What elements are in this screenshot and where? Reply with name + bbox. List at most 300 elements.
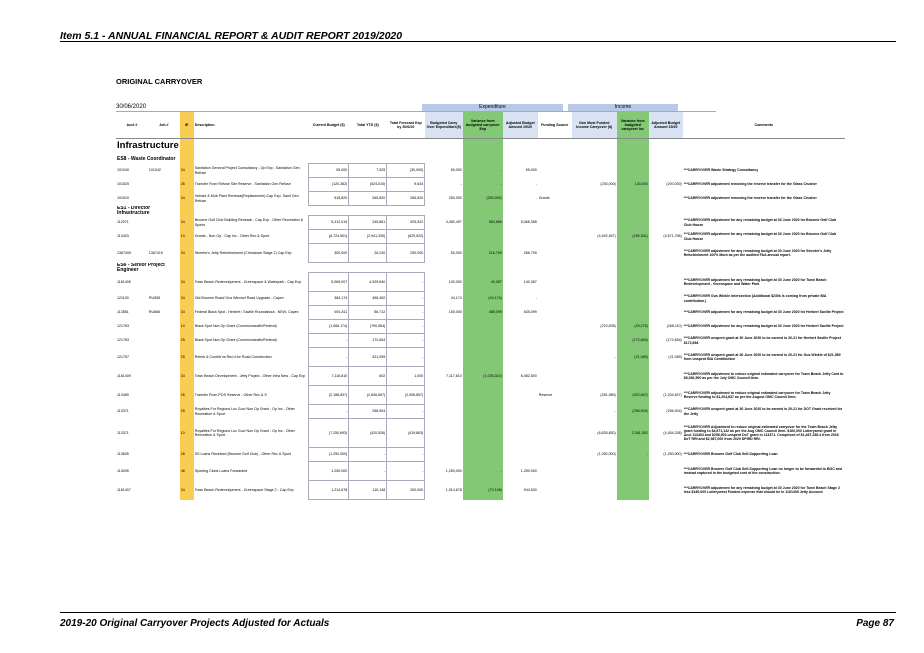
cell-job: RU666: [148, 310, 161, 315]
cell-total-forecast: -: [387, 334, 425, 348]
cell-acct: 113489: [117, 392, 129, 397]
cell-funding-source: [538, 244, 572, 263]
cell-current-budget: 1,250,000: [309, 462, 349, 481]
cell-adjusted-budget-exp: [503, 419, 538, 448]
cell-variance-exp: 216,799: [463, 244, 503, 263]
cell-total-ytd: 4,929,640: [349, 273, 387, 292]
cell-description: Transfer From POS Reserve - Other Rec & S: [194, 392, 267, 397]
cell-variance-exp: [463, 320, 503, 334]
cell-current-budget: (120,362): [309, 178, 349, 192]
cell-job: [148, 320, 180, 334]
cell-variance-exp: [463, 448, 503, 462]
cell-variance-exp: -: [463, 178, 503, 192]
cell-job: [148, 178, 180, 192]
cell-comment: ***CARRYOVER Gus Winkle Intersection (Additional $230k is coming from private BIA contribution.): [683, 294, 827, 303]
cell-variance-inc: [617, 192, 649, 206]
cell-comment: ***CARRYOVER adjustment for any remaining budget at 30 June 2020 for Broome Golf Club Club House: [683, 218, 837, 227]
report-date: 30/06/2020: [116, 104, 147, 110]
cell-acct: 113371: [117, 430, 129, 435]
cell-adjusted-budget-inc: [649, 481, 683, 500]
cell-job: [148, 367, 180, 386]
cell-comment: ***CARRYOVER unspent grant at 30 June 2020 to be earned in 20-21 for Gus Winkle of $21,089 from unspent BIA Contribution: [683, 352, 841, 361]
cell-budgeted-carry-over: [425, 334, 463, 348]
cell-budgeted-carry-over: 44,174: [450, 296, 462, 301]
cell-total-ytd: 458,452: [349, 292, 387, 306]
table-row: [116, 244, 845, 263]
cell-adjusted-budget-inc: (256,904): [666, 409, 682, 414]
col-description: Description: [194, 112, 309, 139]
cell-ie: 34: [180, 244, 194, 263]
cell-adjusted-budget-exp: 635,099: [523, 310, 537, 315]
cell-current-budget: 515,820: [309, 192, 349, 206]
cell-current-budget: -: [309, 334, 349, 348]
cell-current-budget: -: [309, 348, 349, 367]
cell-funding-source: [538, 334, 572, 348]
section-row: [116, 139, 845, 155]
cell-ie: 10: [180, 230, 194, 244]
cell-acct: 1161405: [117, 279, 131, 284]
cell-funding-source: [538, 405, 572, 419]
group-header-row: [116, 263, 845, 273]
cell-variance-exp: 583,856: [463, 216, 503, 230]
cell-total-ytd: 265,820: [349, 192, 387, 206]
group-title: ES8 - Waste Coordinator: [117, 155, 176, 162]
cell-variance-exp: (44,174): [463, 292, 503, 306]
cell-adjusted-budget-exp: [503, 348, 538, 367]
cell-adjusted-budget-exp: 6,082,500: [520, 373, 537, 378]
cell-acct: 101040: [117, 168, 129, 173]
cell-variance-exp: [463, 230, 503, 244]
cell-total-ytd: (420,526): [349, 419, 387, 448]
footer-rule: [60, 612, 896, 613]
cell-total-forecast: -: [387, 306, 425, 320]
cell-funding-source: [538, 348, 572, 367]
header-rule: [60, 41, 896, 42]
cell-non-must-funded: [572, 481, 617, 500]
cell-description: Reimb & Contrib'ns Rec'd for Road Construction: [194, 354, 272, 359]
cell-total-ytd: 172,654: [349, 334, 387, 348]
cell-adjusted-budget-exp: [503, 230, 538, 244]
cell-total-ytd: 245,861: [349, 216, 387, 230]
cell-funding-source: Grants: [538, 196, 550, 201]
cell-variance-inc: -: [617, 448, 649, 462]
page-number: Page 87: [856, 618, 894, 629]
cell-variance-inc: [617, 216, 649, 230]
cell-ie: 26: [180, 386, 194, 405]
cell-comment: ***CARRYOVER adjustment removing the reserve transfer for the Glass Crusher: [683, 196, 817, 201]
cell-total-forecast: -: [387, 448, 425, 462]
cell-budgeted-carry-over: 1,014,678: [445, 487, 462, 492]
cell-current-budget: 5,069,007: [309, 273, 349, 292]
cell-adjusted-budget-inc: (4,671,798): [663, 234, 682, 239]
cell-job: [148, 481, 180, 500]
cell-funding-source: [538, 216, 572, 230]
cell-variance-exp: [463, 386, 503, 405]
cell-total-ytd: -: [349, 448, 387, 462]
cell-total-ytd: 26,240: [349, 244, 387, 263]
cell-total-ytd: (2,941,335): [349, 230, 387, 244]
cell-current-budget: (1,066,174): [309, 320, 349, 334]
cell-variance-inc: [617, 481, 649, 500]
cell-budgeted-carry-over: 1,250,000: [445, 468, 462, 473]
cell-current-budget: -: [309, 405, 349, 419]
cell-comment: ***CARRYOVER adjustment for any remaining budget at 30 June 2020 for Herbert Saville Project: [683, 324, 844, 329]
cell-total-forecast: 250,000: [387, 244, 425, 263]
cell-non-must-funded: (281,980): [600, 392, 616, 397]
col-funding-source: Funding Source: [538, 112, 572, 139]
cell-description: Grants - Non Op - Cap Inc - Other Rec & Sport: [194, 234, 270, 239]
cell-adjusted-budget-exp: [503, 386, 538, 405]
cell-adjusted-budget-inc: [649, 192, 683, 206]
cell-non-must-funded: (230,000): [600, 182, 616, 187]
table-row: [116, 481, 845, 500]
cell-total-forecast: -: [387, 348, 425, 367]
cell-adjusted-budget-exp: -: [535, 182, 537, 187]
cell-funding-source: Reserve: [538, 392, 553, 397]
cell-budgeted-carry-over: 100,000: [448, 279, 462, 284]
cell-non-must-funded: [572, 334, 617, 348]
cell-non-must-funded: [572, 462, 617, 481]
cell-comment: ***CARRYOVER adjustment to reduce original estimated carryover for Town Beach Jetty Cost to $6,082,500 as per the July OMC Council Item.: [683, 371, 844, 380]
cell-acct: 101510: [117, 196, 129, 201]
cell-job: [148, 230, 180, 244]
cell-funding-source: [538, 230, 572, 244]
col-variance-exp: Variance from budgeted carryover Exp: [463, 112, 503, 139]
col-non-must-funded: Non Must Funded Income Carryover ($): [572, 112, 617, 139]
cell-funding-source: [538, 178, 572, 192]
cell-variance-exp: [463, 419, 503, 448]
cell-comment: ***CARRYOVER adjustment for any remaining budget at 30 June 2020 for Town Beach Stage 2 less $160,000 Lotterywest Funded expense that should be in 1161409 Jetty Account: [683, 485, 840, 494]
col-job: Job #: [148, 112, 180, 139]
cell-funding-source: [538, 367, 572, 386]
cell-job: [148, 419, 180, 448]
cell-adjusted-budget-inc: [649, 367, 683, 386]
cell-comment: ***CARRYOVER Broome Golf Club Self-Supporting Loan no longer to be forwarded to BGC and instead captured in the budgeted cost of the construction.: [683, 466, 842, 475]
cell-description: Old Broome Road/ Gus Winckel Road Upgrade - Capex: [194, 296, 284, 301]
section-title: Infrastructure: [117, 140, 179, 152]
cell-total-ytd: 56,712: [349, 306, 387, 320]
table-row: [116, 348, 845, 367]
column-header-row: [116, 112, 845, 139]
cell-variance-inc: [617, 292, 649, 306]
cell-description: Black Spot Non Op Grant (Commonwealth/Federal): [194, 338, 277, 343]
cell-adjusted-budget-inc: [649, 164, 683, 178]
cell-description: Royalties For Regions Loc Gov/ Non Op Grant - Op Inc - Other Recreation & Sport: [194, 407, 295, 416]
col-variance-inc: Variance from budgeted carryover Inc: [617, 112, 649, 139]
cell-non-must-funded: [572, 192, 617, 206]
cell-non-must-funded: -: [614, 354, 616, 359]
cell-adjusted-budget-exp: 55,000: [525, 168, 537, 173]
cell-total-forecast: 200,000: [387, 481, 425, 500]
col-adjusted-budget-exp: Adjusted Budget Amount 19/20: [503, 112, 538, 139]
income-group-header: Income: [568, 104, 678, 111]
cell-non-must-funded: -: [614, 409, 616, 414]
table-row: [116, 386, 845, 405]
page-header: Item 5.1 - ANNUAL FINANCIAL REPORT & AUDIT REPORT 2019/2020: [60, 30, 403, 42]
cell-funding-source: [538, 164, 572, 178]
cell-total-ytd: 421,099: [349, 348, 387, 367]
cell-adjusted-budget-inc: [649, 244, 683, 263]
group-title: ES6 - Senior Project Engineer: [117, 262, 165, 273]
cell-budgeted-carry-over: [425, 405, 463, 419]
group-title: ES1 - Director Infrastructure: [117, 205, 151, 216]
cell-job: [148, 273, 180, 292]
table-body: [116, 139, 845, 500]
cell-description: SS Loans Received (Broome Golf Club) - Other Rec & Sport: [194, 452, 291, 457]
cell-acct: 121757: [117, 354, 129, 359]
cell-total-forecast: (2,908,657): [387, 386, 425, 405]
cell-funding-source: [538, 273, 572, 292]
cell-budgeted-carry-over: 60,000: [450, 168, 462, 173]
cell-adjusted-budget-inc: [649, 462, 683, 481]
table-row: [116, 273, 845, 292]
cell-adjusted-budget-exp: [503, 405, 538, 419]
cell-funding-source: [538, 481, 572, 500]
cell-ie: 10: [180, 419, 194, 448]
col-ie: IE: [180, 112, 194, 139]
col-total-ytd: Total YTD ($): [349, 112, 387, 139]
cell-adjusted-budget-inc: (1,250,000): [663, 452, 682, 457]
cell-current-budget: 384,174: [309, 292, 349, 306]
cell-acct: 113561: [117, 310, 129, 315]
group-header-row: [116, 206, 845, 216]
cell-total-ytd: (524,510): [349, 178, 387, 192]
cell-ie: 34: [180, 192, 194, 206]
cell-job: [148, 216, 180, 230]
cell-variance-inc: [617, 306, 649, 320]
cell-total-ytd: 602: [349, 367, 387, 386]
cell-job: [148, 386, 180, 405]
cell-job: [148, 405, 180, 419]
cell-total-ytd: 7,525: [349, 164, 387, 178]
cell-non-must-funded: (1,250,000): [597, 452, 616, 457]
col-current-budget: Current Budget ($): [309, 112, 349, 139]
cell-variance-inc: [617, 462, 649, 481]
cell-variance-inc: [617, 244, 649, 263]
cell-non-must-funded: (4,492,497): [597, 234, 616, 239]
cell-total-forecast: 265,820: [387, 192, 425, 206]
table-row: [116, 178, 845, 192]
cell-budgeted-carry-over: 250,000: [448, 196, 462, 201]
cell-acct: 121763: [117, 324, 129, 329]
cell-total-ytd: 110,148: [349, 481, 387, 500]
cell-non-must-funded: [572, 164, 617, 178]
cell-variance-inc: (45,275): [617, 320, 649, 334]
cell-total-forecast: -: [387, 292, 425, 306]
cell-adjusted-budget-exp: 140,387: [523, 279, 537, 284]
cell-description: Sanitation General Project Consultancy - Op Exp - Sanitation Gen Refuse: [194, 166, 300, 175]
cell-description: Royalties For Regions Loc Gov/ Non Op Grant - Op Inc - Other Recreation & Sport: [194, 428, 295, 437]
carryover-table: [116, 112, 845, 500]
cell-variance-inc: (256,904): [617, 405, 649, 419]
cell-comment: ***CARRYOVER Adjustment to reduce original estimated carryover for the Town Beach Jetty grant funding to $4,671,142 as per the Aug OMC Council Item. $160,000 Lotterywest grant in Acct 113403 and $256,903 unspent DoT grant in 113371. Comprised of $1,467,238.4 from 2018 DoT RRI and $2,987,000 from 2020 DPIRD RRI.: [683, 424, 839, 442]
table-row: [116, 292, 845, 306]
cell-acct: 121100: [117, 296, 129, 301]
cell-adjusted-budget-inc: (21,089): [668, 354, 682, 359]
cell-comment: ***CARRYOVER adjustment for any remaining budget at 30 June 2020 for Town Beach Redevelopment - Greenspace and Water Park: [683, 277, 827, 286]
cell-ie: 34: [180, 216, 194, 230]
cell-current-budget: (1,250,000): [309, 448, 349, 462]
cell-variance-inc: [617, 273, 649, 292]
cell-adjusted-budget-exp: -: [535, 196, 537, 201]
cell-ie: 34: [180, 306, 194, 320]
cell-total-forecast: -: [387, 405, 425, 419]
cell-funding-source: [538, 306, 572, 320]
table-row: [116, 320, 845, 334]
footer-title: 2019-20 Original Carryover Projects Adjusted for Actuals: [60, 618, 330, 629]
table-row: [116, 230, 845, 244]
cell-description: Federal Black Spot - Herbert / Saville Roundabout - NEW- Capex: [194, 310, 299, 315]
cell-current-budget: 7,116,810: [309, 367, 349, 386]
cell-budgeted-carry-over: -: [460, 182, 462, 187]
cell-description: Broome Golf Club Building Renewal - Cap Exp - Other Recreation & Sports: [194, 218, 304, 227]
cell-funding-source: [538, 292, 572, 306]
group-header-row: [116, 154, 845, 164]
cell-funding-source: [538, 448, 572, 462]
cell-non-must-funded: [572, 367, 617, 386]
cell-ie: 25: [180, 334, 194, 348]
cell-description: Transfer From Refuse Site Reserve - Sanitation Gen Refuse: [194, 182, 291, 187]
cell-non-must-funded: [572, 292, 617, 306]
cell-ie: 34: [180, 273, 194, 292]
cell-ie: 25: [180, 348, 194, 367]
cell-budgeted-carry-over: [425, 448, 463, 462]
cell-funding-source: [538, 419, 572, 448]
cell-description: Town Beach Redevelopment - Greenspace & Waterpark - Cap Exp: [194, 279, 302, 284]
table-row: [116, 216, 845, 230]
cell-variance-inc: 2,381,592: [617, 419, 649, 448]
cell-total-ytd: (790,564): [349, 320, 387, 334]
cell-comment: ***CARRYOVER adjustment for any remaining budget at 30 June 2020 for Broome Golf Club Club House: [683, 232, 837, 241]
cell-adjusted-budget-inc: [649, 292, 683, 306]
cell-adjusted-budget-exp: 5,066,358: [520, 220, 537, 225]
cell-budgeted-carry-over: 7,117,810: [446, 373, 462, 378]
cell-comment: ***CARRYOVER adjustment for any remaining budget at 30 June 2020 for Herbert Saville Project: [683, 310, 844, 315]
cell-ie: 10: [180, 320, 194, 334]
cell-non-must-funded: [572, 244, 617, 263]
cell-adjusted-budget-exp: 1,250,000: [520, 468, 537, 473]
cell-adjusted-budget-inc: (172,654): [666, 338, 682, 343]
cell-variance-exp: -: [463, 462, 503, 481]
cell-variance-exp: [463, 348, 503, 367]
cell-variance-exp: [463, 405, 503, 419]
cell-adjusted-budget-inc: (4,454,238): [663, 430, 682, 435]
table-row: [116, 462, 845, 481]
cell-comment: ***CARRYOVER adjustment to reduce original estimated carryover for Town Beach Jetty Reserve funding to $1,204,637 as per the August OMC Council Item.: [683, 390, 831, 399]
cell-acct: 101525: [117, 182, 129, 187]
cell-description: Vehicle & Mob Plant Renewal(Replacement)-Cap Exp- Sanit Gen Refuse: [194, 194, 299, 203]
cell-acct: 112071: [117, 220, 129, 225]
table-row: [116, 334, 845, 348]
cell-acct: 1367405: [117, 250, 131, 255]
cell-current-budget: 300,000: [309, 244, 349, 263]
table-row: [116, 164, 845, 178]
cell-total-forecast: 9,634: [387, 178, 425, 192]
cell-description: Town Beach Development - Jetty Project - Other Infra New - Cap Exp: [194, 373, 306, 378]
cell-acct: 1161409: [117, 373, 131, 378]
cell-variance-inc: 130,000: [617, 178, 649, 192]
cell-total-forecast: -: [387, 462, 425, 481]
cell-adjusted-budget-inc: [649, 216, 683, 230]
cell-funding-source: [538, 462, 572, 481]
cell-comment: ***CARRYOVER adjustment removing the reserve transfer for the Glass Crusher: [683, 182, 817, 187]
table-row: [116, 306, 845, 320]
cell-job: [148, 348, 180, 367]
cell-budgeted-carry-over: 4,482,497: [445, 220, 462, 225]
cell-variance-exp: [463, 334, 503, 348]
col-acct: Acct #: [116, 112, 148, 139]
cell-non-must-funded: [572, 216, 617, 230]
table-row: [116, 367, 845, 386]
cell-total-forecast: (30,000): [387, 164, 425, 178]
cell-adjusted-budget-inc: (200,000): [666, 182, 682, 187]
cell-current-budget: (6,724,501): [309, 230, 349, 244]
expenditure-group-header: Expenditure: [422, 104, 563, 111]
cell-ie: 46: [180, 462, 194, 481]
cell-ie: 26: [180, 178, 194, 192]
cell-total-ytd: 256,904: [349, 405, 387, 419]
cell-total-forecast: (629,522): [387, 230, 425, 244]
cell-job: 101042: [148, 168, 161, 173]
cell-job: [148, 448, 180, 462]
cell-ie: 28: [180, 448, 194, 462]
cell-adjusted-budget-inc: [649, 273, 683, 292]
cell-variance-inc: (189,301): [617, 230, 649, 244]
cell-budgeted-carry-over: [425, 419, 463, 448]
cell-description: Streeter's Jetty Refurbishment (Chinatown Stage 2) Cap Exp: [194, 250, 292, 255]
cell-acct: 1161407: [117, 487, 131, 492]
cell-funding-source: [538, 320, 572, 334]
cell-job: [148, 462, 180, 481]
cell-comment: ***CARRYOVER Broome Golf Club Self-Supporting Loan: [683, 452, 778, 457]
cell-acct: 113403: [117, 234, 129, 239]
cell-budgeted-carry-over: 50,000: [450, 250, 462, 255]
col-budgeted-carry-over: Budgeted Carry Over Expenditure($): [425, 112, 463, 139]
cell-non-must-funded: [572, 273, 617, 292]
cell-adjusted-budget-exp: -: [535, 296, 537, 301]
cell-budgeted-carry-over: 150,000: [448, 310, 462, 315]
cell-acct: 113605: [117, 452, 129, 457]
cell-budgeted-carry-over: [425, 230, 463, 244]
cell-acct: 121763: [117, 338, 129, 343]
cell-acct: 113005: [117, 468, 129, 473]
cell-adjusted-budget-exp: 944,530: [523, 487, 537, 492]
cell-budgeted-carry-over: [425, 320, 463, 334]
cell-adjusted-budget-inc: (1,204,637): [663, 392, 682, 397]
cell-current-budget: (2,188,837): [309, 386, 349, 405]
cell-ie: 34: [180, 164, 194, 178]
col-comments: Comments: [683, 112, 845, 139]
col-total-forecast: Total Forecast Exp by 30/6/20: [387, 112, 425, 139]
cell-comment: ***CARRYOVER unspent grant at 30 June 2020 to be earned in 20-21 for DOT Grant received for the Jetty: [683, 407, 843, 416]
cell-variance-exp: 485,099: [463, 306, 503, 320]
cell-variance-exp: (70,148): [463, 481, 503, 500]
cell-adjusted-budget-exp: [503, 320, 538, 334]
table-row: [116, 419, 845, 448]
cell-adjusted-budget-exp: [503, 448, 538, 462]
cell-variance-inc: (172,654): [617, 334, 649, 348]
cell-total-ytd: (2,606,657): [349, 386, 387, 405]
cell-non-must-funded: (222,835): [600, 324, 616, 329]
cell-job: [148, 192, 180, 206]
cell-job: 1367419: [148, 250, 163, 255]
cell-acct: 113371: [117, 409, 129, 414]
cell-current-budget: 1,214,678: [309, 481, 349, 500]
cell-current-budget: (7,250,693): [309, 419, 349, 448]
cell-current-budget: 691,811: [309, 306, 349, 320]
cell-total-forecast: -: [387, 273, 425, 292]
cell-current-budget: 55,000: [309, 164, 349, 178]
